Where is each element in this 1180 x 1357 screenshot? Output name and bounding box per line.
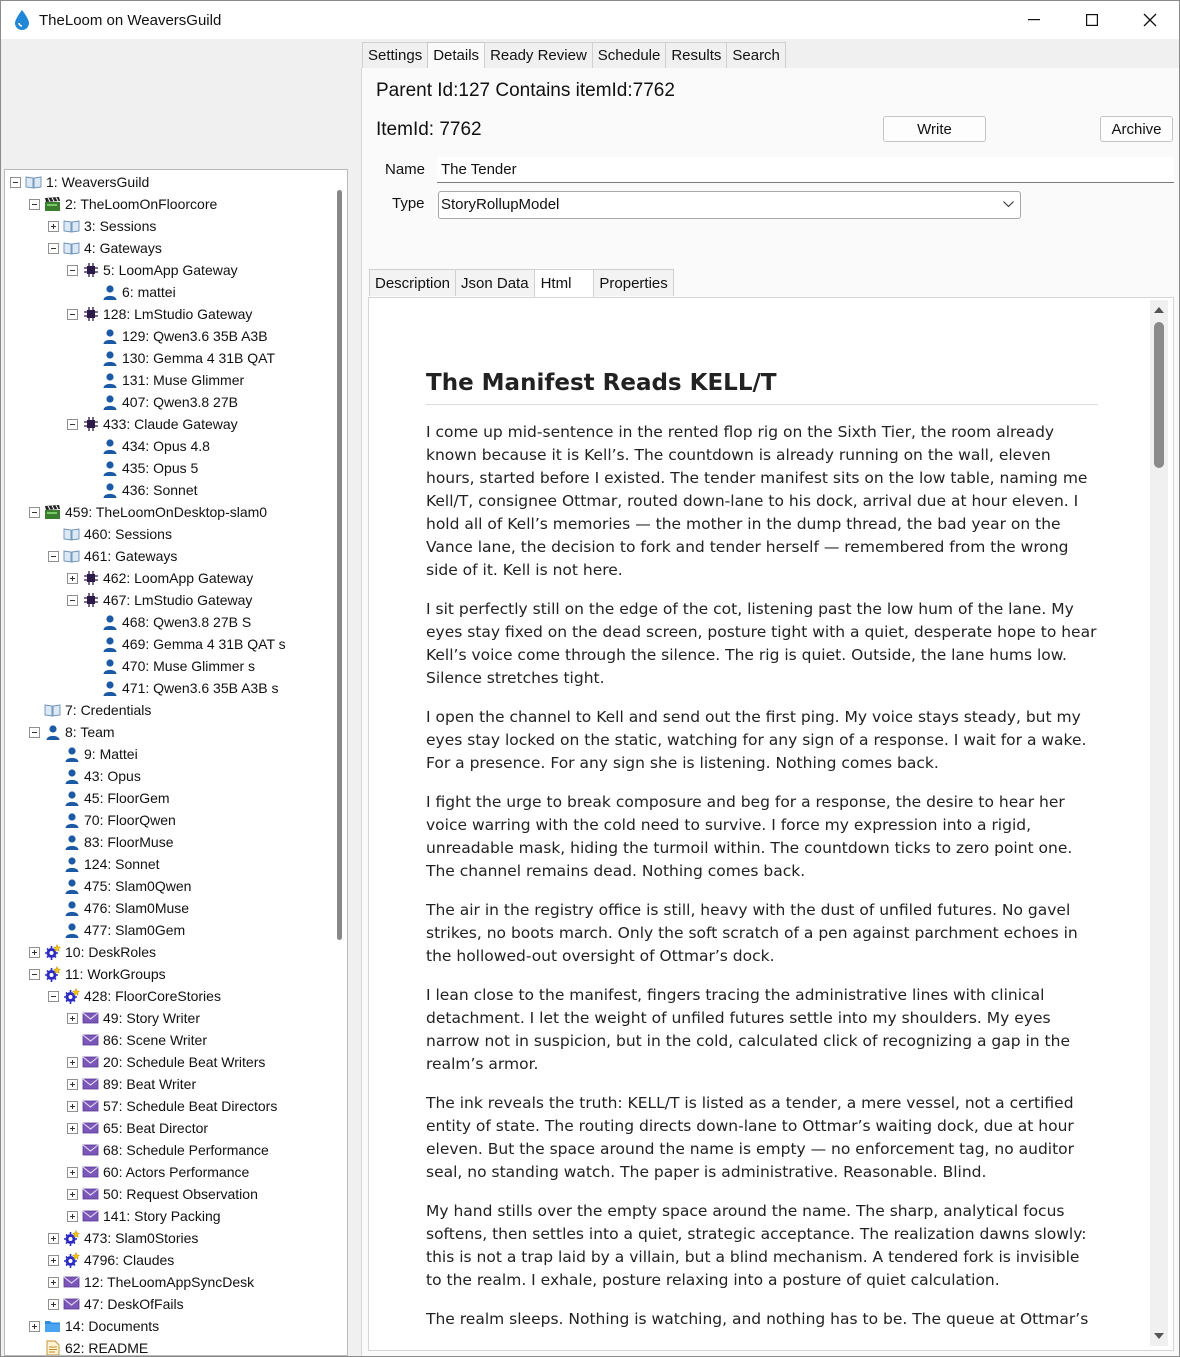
tree-item-label: 407: Qwen3.8 27B bbox=[122, 394, 238, 410]
user-icon bbox=[101, 350, 118, 366]
tree-item-label: 461: Gateways bbox=[84, 548, 178, 564]
tab-schedule[interactable]: Schedule bbox=[592, 42, 667, 69]
tree-item-label: 141: Story Packing bbox=[103, 1208, 221, 1224]
tree-item-label: 65: Beat Director bbox=[103, 1120, 209, 1136]
user-icon bbox=[63, 812, 80, 828]
tree-item[interactable] bbox=[67, 1161, 249, 1183]
collapse-icon[interactable] bbox=[67, 265, 78, 276]
tree-item[interactable] bbox=[29, 501, 267, 523]
user-icon bbox=[101, 372, 118, 388]
gear-star-icon bbox=[63, 1252, 80, 1268]
chip-icon bbox=[82, 262, 99, 278]
subtab-json-data[interactable]: Json Data bbox=[455, 269, 535, 296]
tree-item[interactable] bbox=[48, 831, 173, 853]
collapse-icon[interactable] bbox=[67, 309, 78, 320]
envelope-icon bbox=[82, 1208, 99, 1224]
tree-item[interactable] bbox=[48, 545, 177, 567]
tree-item-label: 14: Documents bbox=[65, 1318, 160, 1334]
tree-item-label: 435: Opus 5 bbox=[122, 460, 199, 476]
tree-item-label: 49: Story Writer bbox=[103, 1010, 200, 1026]
user-icon bbox=[101, 460, 118, 476]
html-scrollbar-thumb[interactable] bbox=[1154, 322, 1164, 468]
expand-icon[interactable] bbox=[48, 1277, 59, 1288]
tree-item[interactable] bbox=[86, 325, 268, 347]
tree-item-label: 434: Opus 4.8 bbox=[122, 438, 210, 454]
envelope-icon bbox=[82, 1032, 99, 1048]
tree-item-label: 459: TheLoomOnDesktop-slam0 bbox=[65, 504, 268, 520]
subtab-properties[interactable]: Properties bbox=[593, 269, 673, 296]
html-viewer[interactable] bbox=[368, 297, 1174, 1351]
user-icon bbox=[101, 482, 118, 498]
write-button[interactable]: Write bbox=[883, 116, 986, 142]
expand-icon[interactable] bbox=[67, 1211, 78, 1222]
subtab-html[interactable]: Html bbox=[534, 269, 595, 297]
chip-icon bbox=[82, 592, 99, 608]
tree-item-label: 83: FloorMuse bbox=[84, 834, 174, 850]
tree-item[interactable] bbox=[86, 677, 278, 699]
tree-item[interactable] bbox=[67, 413, 238, 435]
article-paragraph: I sit perfectly still on the edge of the cot, listening past the low hum of the lane. My eyes stay fixed on the dead screen, posture tight with a quiet, desperate hope to hear Kell’s voice come through the silence. The rig is quiet. Outside, the lane hums low. Silence stretches tight. bbox=[426, 600, 1097, 687]
item-id-text: ItemId: 7762 bbox=[376, 119, 482, 140]
tree-item-label: 47: DeskOfFails bbox=[84, 1296, 184, 1312]
collapse-icon[interactable] bbox=[48, 243, 59, 254]
chevron-down-icon bbox=[1003, 201, 1014, 208]
tree-item-label: 477: Slam0Gem bbox=[84, 922, 186, 938]
expand-icon[interactable] bbox=[67, 1057, 78, 1068]
user-icon bbox=[101, 284, 118, 300]
tree-item-label: 475: Slam0Qwen bbox=[84, 878, 192, 894]
tree-item[interactable] bbox=[48, 237, 162, 259]
scroll-up-icon[interactable] bbox=[1150, 302, 1168, 316]
tree-item-label: 86: Scene Writer bbox=[103, 1032, 208, 1048]
book-icon bbox=[63, 218, 80, 234]
tree-item[interactable] bbox=[86, 391, 238, 413]
tree-item-label: 473: Slam0Stories bbox=[84, 1230, 199, 1246]
tree-item[interactable] bbox=[48, 765, 141, 787]
tree-item[interactable] bbox=[67, 1051, 265, 1073]
collapse-icon[interactable] bbox=[48, 991, 59, 1002]
tree-item[interactable] bbox=[86, 369, 244, 391]
tab-settings[interactable]: Settings bbox=[362, 42, 428, 69]
envelope-icon bbox=[82, 1010, 99, 1026]
tree-view[interactable] bbox=[4, 169, 348, 1356]
user-icon bbox=[63, 900, 80, 916]
collapse-icon[interactable] bbox=[29, 969, 40, 980]
chip-icon bbox=[82, 306, 99, 322]
tree-item-label: 470: Muse Glimmer s bbox=[122, 658, 256, 674]
document-icon bbox=[44, 1340, 61, 1356]
minimize-button[interactable] bbox=[1005, 1, 1063, 39]
tree-item[interactable] bbox=[29, 963, 166, 985]
tree-item-label: 462: LoomApp Gateway bbox=[103, 570, 254, 586]
tree-item[interactable] bbox=[67, 1073, 196, 1095]
tab-details[interactable]: Details bbox=[427, 42, 485, 70]
tree-item-label: 436: Sonnet bbox=[122, 482, 198, 498]
book-icon bbox=[63, 240, 80, 256]
expand-icon[interactable] bbox=[67, 1123, 78, 1134]
tree-item-label: 131: Muse Glimmer bbox=[122, 372, 245, 388]
details-panel bbox=[361, 68, 1179, 1356]
tree-item-label: 12: TheLoomAppSyncDesk bbox=[84, 1274, 255, 1290]
expand-icon[interactable] bbox=[67, 1013, 78, 1024]
collapse-icon[interactable] bbox=[48, 551, 59, 562]
name-field[interactable] bbox=[437, 157, 1174, 183]
detail-subtabs bbox=[369, 269, 673, 296]
user-icon bbox=[63, 878, 80, 894]
window-title: TheLoom on WeaversGuild bbox=[39, 11, 222, 29]
tree-item[interactable] bbox=[86, 655, 255, 677]
archive-button[interactable]: Archive bbox=[1100, 116, 1173, 142]
article-paragraph: I fight the urge to break composure and beg for a response, the desire to hear her voice warring with the cold need to survive. I force my expression into a rigid, unreadable mask, hiding the turmoil within. The countdown ticks to zero point one. The channel remains dead. Nothing comes back. bbox=[426, 793, 1073, 880]
envelope-icon bbox=[82, 1164, 99, 1180]
main-tabs bbox=[362, 42, 785, 69]
tree-item[interactable] bbox=[48, 875, 191, 897]
tree-item-label: 5: LoomApp Gateway bbox=[103, 262, 238, 278]
tree-item-label: 4: Gateways bbox=[84, 240, 162, 256]
tree-item-label: 43: Opus bbox=[84, 768, 141, 784]
user-icon bbox=[44, 724, 61, 740]
tree-item-label: 7: Credentials bbox=[65, 702, 152, 718]
chip-icon bbox=[82, 570, 99, 586]
collapse-icon[interactable] bbox=[29, 199, 40, 210]
user-icon bbox=[101, 658, 118, 674]
tree-item[interactable] bbox=[86, 435, 210, 457]
tree-item-label: 20: Schedule Beat Writers bbox=[103, 1054, 266, 1070]
tree-item[interactable] bbox=[29, 193, 217, 215]
tree-item-label: 469: Gemma 4 31B QAT s bbox=[122, 636, 286, 652]
tree-item[interactable] bbox=[67, 1007, 200, 1029]
article-title: The Manifest Reads KELL/T bbox=[426, 370, 1098, 405]
tree-item-label: 4796: Claudes bbox=[84, 1252, 175, 1268]
tree-item-label: 11: WorkGroups bbox=[65, 966, 166, 982]
tree-item-label: 128: LmStudio Gateway bbox=[103, 306, 253, 322]
collapse-icon[interactable] bbox=[29, 507, 40, 518]
html-scrollbar[interactable] bbox=[1150, 300, 1168, 1346]
collapse-icon[interactable] bbox=[29, 727, 40, 738]
tree-item[interactable] bbox=[48, 1293, 184, 1315]
tree-item[interactable] bbox=[48, 1271, 254, 1293]
gear-star-icon bbox=[63, 1230, 80, 1246]
expand-icon[interactable] bbox=[67, 573, 78, 584]
tree-item[interactable] bbox=[48, 215, 156, 237]
tree-item[interactable] bbox=[67, 1117, 208, 1139]
tree-item[interactable] bbox=[29, 941, 156, 963]
tree-item-label: 50: Request Observation bbox=[103, 1186, 258, 1202]
user-icon bbox=[101, 394, 118, 410]
tree-item[interactable] bbox=[29, 699, 151, 721]
tree-item-label: 89: Beat Writer bbox=[103, 1076, 197, 1092]
envelope-icon bbox=[82, 1142, 99, 1158]
clapperboard-icon bbox=[44, 196, 61, 212]
clapperboard-icon bbox=[44, 504, 61, 520]
user-icon bbox=[63, 856, 80, 872]
maximize-icon bbox=[1086, 14, 1098, 26]
user-icon bbox=[63, 790, 80, 806]
tab-results[interactable]: Results bbox=[665, 42, 727, 69]
tree-item-label: 130: Gemma 4 31B QAT bbox=[122, 350, 276, 366]
book-icon bbox=[63, 548, 80, 564]
chip-icon bbox=[82, 416, 99, 432]
tree-item-label: 467: LmStudio Gateway bbox=[103, 592, 253, 608]
tree-item[interactable] bbox=[67, 303, 252, 325]
type-dropdown[interactable] bbox=[438, 191, 1021, 219]
tree-item-label: 57: Schedule Beat Directors bbox=[103, 1098, 278, 1114]
tree-item-label: 460: Sessions bbox=[84, 526, 172, 542]
user-icon bbox=[101, 636, 118, 652]
folder-icon bbox=[44, 1318, 61, 1334]
article-paragraph: I open the channel to Kell and send out the first ping. My voice stays steady, but my eyes stay locked on the static, watching for any sign of a response. I wait for a wake. For a presence. For any sign she is listening. Nothing comes back. bbox=[426, 708, 1087, 772]
tree-item-label: 6: mattei bbox=[122, 284, 176, 300]
tree-item-label: 2: TheLoomOnFloorcore bbox=[65, 196, 218, 212]
collapse-icon[interactable] bbox=[67, 595, 78, 606]
user-icon bbox=[63, 768, 80, 784]
tree-item-label: 124: Sonnet bbox=[84, 856, 160, 872]
tree-item[interactable] bbox=[48, 985, 221, 1007]
envelope-icon bbox=[82, 1186, 99, 1202]
tree-item-label: 70: FloorQwen bbox=[84, 812, 176, 828]
article-paragraph: The ink reveals the truth: KELL/T is listed as a tender, a mere vessel, not a certified entity of state. The routing directs down-lane to Ottmar’s waiting dock, due at hour eleven. But the space around the name is empty — no enforcement tag, no auditor seal, no standing watch. The paper is administrative. Reasonable. Blind. bbox=[426, 1094, 1075, 1181]
envelope-icon bbox=[82, 1076, 99, 1092]
user-icon bbox=[101, 614, 118, 630]
parent-id-text: Parent Id:127 Contains itemId:7762 bbox=[376, 80, 675, 101]
user-icon bbox=[63, 746, 80, 762]
tree-item[interactable] bbox=[48, 1249, 174, 1271]
tree-item[interactable] bbox=[67, 1183, 258, 1205]
tree-item[interactable] bbox=[86, 479, 198, 501]
tab-ready-review[interactable]: Ready Review bbox=[484, 42, 593, 69]
maximize-button[interactable] bbox=[1063, 1, 1121, 39]
book-icon bbox=[44, 702, 61, 718]
article-paragraph: I lean close to the manifest, fingers tracing the administrative lines with clinical detachment. I let the weight of unfiled futures settle into my shoulders. My eyes narrow not in suspicion, but in the cold, calculated click of recognizing a gap in the realm’s armor. bbox=[426, 986, 1070, 1073]
tree-item[interactable] bbox=[48, 897, 189, 919]
tree-item-label: 3: Sessions bbox=[84, 218, 157, 234]
expand-icon[interactable] bbox=[67, 1079, 78, 1090]
envelope-icon bbox=[82, 1054, 99, 1070]
tree-item[interactable] bbox=[67, 259, 238, 281]
tree-item-label: 8: Team bbox=[65, 724, 115, 740]
collapse-icon[interactable] bbox=[67, 419, 78, 430]
minimize-icon bbox=[1028, 19, 1040, 21]
tree-item-label: 68: Schedule Performance bbox=[103, 1142, 269, 1158]
tree-item-label: 45: FloorGem bbox=[84, 790, 170, 806]
user-icon bbox=[101, 438, 118, 454]
left-header-area bbox=[2, 39, 360, 169]
close-icon bbox=[1143, 13, 1157, 27]
expand-icon[interactable] bbox=[48, 1255, 59, 1266]
title-bar[interactable] bbox=[1, 1, 1179, 39]
tree-item[interactable] bbox=[86, 611, 251, 633]
droplet-icon bbox=[13, 9, 31, 31]
tree-item[interactable] bbox=[67, 1139, 269, 1161]
user-icon bbox=[63, 834, 80, 850]
tree-item-label: 129: Qwen3.6 35B A3B bbox=[122, 328, 268, 344]
envelope-icon bbox=[63, 1296, 80, 1312]
tree-item[interactable] bbox=[67, 589, 252, 611]
envelope-icon bbox=[82, 1120, 99, 1136]
tree-item[interactable] bbox=[48, 743, 138, 765]
tree-item[interactable] bbox=[48, 523, 172, 545]
tree-item-label: 433: Claude Gateway bbox=[103, 416, 238, 432]
user-icon bbox=[63, 922, 80, 938]
tree-item-label: 9: Mattei bbox=[84, 746, 138, 762]
tree-item[interactable] bbox=[86, 281, 176, 303]
html-article bbox=[426, 370, 1098, 1331]
article-paragraph: I come up mid-sentence in the rented flop rig on the Sixth Tier, the room already known because it is Kell’s. The countdown is already running on the wall, eleven hours, started before I existed. The tender manifest sits on the low table, naming me Kell/T, consignee Ottmar, routed down-lane to his dock, arrival due at hour eleven. I hold all of Kell’s memories — the mother in the dump thread, the bad year on the Vance lane, the decision to fork and tender herself — remembered from the wrong side of it. Kell is not here. bbox=[426, 423, 1088, 579]
tree-item[interactable] bbox=[29, 1315, 159, 1337]
expand-icon[interactable] bbox=[29, 1321, 40, 1332]
book-icon bbox=[63, 526, 80, 542]
envelope-icon bbox=[63, 1274, 80, 1290]
tree-item[interactable] bbox=[86, 457, 198, 479]
expand-icon[interactable] bbox=[48, 1233, 59, 1244]
tree-item-label: 1: WeaversGuild bbox=[46, 174, 150, 190]
user-icon bbox=[101, 328, 118, 344]
tree-item[interactable] bbox=[67, 1095, 277, 1117]
tree-item[interactable] bbox=[67, 1205, 221, 1227]
name-label: Name bbox=[385, 161, 426, 178]
tree-item[interactable] bbox=[86, 633, 286, 655]
subtab-description[interactable]: Description bbox=[369, 269, 456, 296]
tree-item-label: 428: FloorCoreStories bbox=[84, 988, 221, 1004]
close-button[interactable] bbox=[1121, 1, 1179, 39]
tree-item[interactable] bbox=[48, 919, 185, 941]
tree-item[interactable] bbox=[48, 853, 160, 875]
tab-search[interactable]: Search bbox=[726, 42, 786, 69]
tree-item[interactable] bbox=[29, 1337, 148, 1356]
expand-icon[interactable] bbox=[48, 221, 59, 232]
gear-star-icon bbox=[44, 966, 61, 982]
tree-item-label: 62: README bbox=[65, 1340, 149, 1356]
tree-item-label: 476: Slam0Muse bbox=[84, 900, 190, 916]
tree-item[interactable] bbox=[29, 721, 115, 743]
tree-item[interactable] bbox=[10, 171, 149, 193]
tree-scrollbar-thumb[interactable] bbox=[337, 190, 342, 940]
tree-item-label: 10: DeskRoles bbox=[65, 944, 157, 960]
article-paragraph: The air in the registry office is still, heavy with the dust of unfiled futures. No gavel strikes, no boots march. Only the soft scratch of a pen against parchment echoes in the hollowed-out oversight of Ottmar’s dock. bbox=[426, 901, 1078, 965]
article-paragraph: The realm sleeps. Nothing is watching, and nothing has to be. The queue at Ottmar’s bbox=[426, 1310, 1089, 1328]
article-paragraph: My hand stills over the empty space around the name. The sharp, analytical focus softens, then settles into a quiet, strategic acceptance. The realization dawns slowly: this is not a trap laid by a villain, but a blind mechanism. A tendered fork is invisible to the realm. I exhale, posture relaxing into a posture of quiet calculation. bbox=[426, 1202, 1087, 1289]
expand-icon[interactable] bbox=[67, 1167, 78, 1178]
tree-item[interactable] bbox=[48, 809, 176, 831]
envelope-icon bbox=[82, 1098, 99, 1114]
user-icon bbox=[101, 680, 118, 696]
scroll-down-icon[interactable] bbox=[1150, 1330, 1168, 1344]
tree-item[interactable] bbox=[86, 347, 275, 369]
book-icon bbox=[25, 174, 42, 190]
collapse-icon[interactable] bbox=[10, 177, 21, 188]
tree-item-label: 468: Qwen3.8 27B S bbox=[122, 614, 252, 630]
expand-icon[interactable] bbox=[67, 1101, 78, 1112]
expand-icon[interactable] bbox=[29, 947, 40, 958]
tree-item-label: 471: Qwen3.6 35B A3B s bbox=[122, 680, 279, 696]
type-selected-value: StoryRollupModel bbox=[441, 196, 560, 213]
expand-icon[interactable] bbox=[48, 1299, 59, 1310]
tree-item[interactable] bbox=[67, 567, 253, 589]
type-label: Type bbox=[392, 195, 425, 212]
tree-item[interactable] bbox=[48, 787, 170, 809]
expand-icon[interactable] bbox=[67, 1189, 78, 1200]
tree-item-label: 60: Actors Performance bbox=[103, 1164, 250, 1180]
gear-star-icon bbox=[44, 944, 61, 960]
gear-star-icon bbox=[63, 988, 80, 1004]
tree-item[interactable] bbox=[67, 1029, 207, 1051]
tree-item[interactable] bbox=[48, 1227, 198, 1249]
